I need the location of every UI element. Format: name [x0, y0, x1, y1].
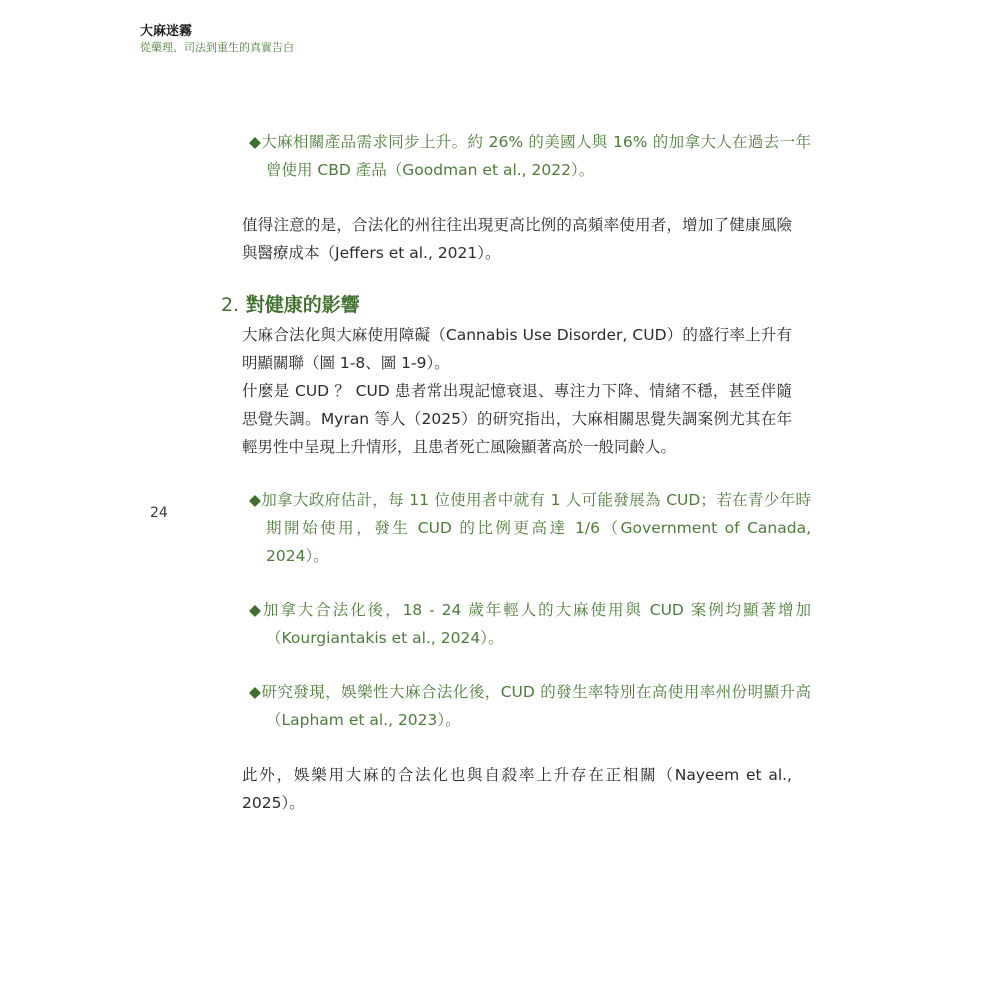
paragraph-what-is-cud: 什麼是 CUD ？ CUD 患者常出現記憶衰退、專注力下降、情緒不穩，甚至伴隨思覺失調。Myran 等人（2025）的研究指出，大麻相關思覺失調案例尤其在年輕男性中呈現上升情形，且患者死亡風險顯著高於一般同齡人。: [242, 382, 792, 456]
paragraph-high-frequency-users: 值得注意的是，合法化的州往往出現更高比例的高頻率使用者，增加了健康風險與醫療成本（Jeffers et al., 2021）。: [242, 216, 792, 262]
diamond-bullet-icon: ◆: [249, 133, 262, 151]
section-heading: [221, 291, 360, 319]
diamond-bullet-icon: ◆: [249, 601, 263, 619]
bullet-item-cbd-demand: [249, 128, 811, 184]
section-number: 2.: [221, 294, 240, 316]
bullet-item-canada-young-adults: [249, 596, 811, 652]
diamond-bullet-icon: ◆: [249, 491, 262, 509]
bullet-text: 研究發現，娛樂性大麻合法化後，CUD 的發生率特別在高使用率州份明顯升高（Lapham et al., 2023）。: [261, 683, 811, 729]
bullet-item-recreational-legalization: [249, 678, 811, 734]
bullet-text: 大麻相關產品需求同步上升。約 26% 的美國人與 16% 的加拿大人在過去一年曾使用 CBD 產品（Goodman et al., 2022）。: [261, 133, 812, 179]
section-title: 對健康的影響: [245, 294, 360, 316]
diamond-bullet-icon: ◆: [249, 683, 262, 701]
page-number: 24: [150, 505, 168, 521]
book-subtitle: 從藥理、司法到重生的真實告白: [140, 41, 294, 54]
paragraph-cud-prevalence: 大麻合法化與大麻使用障礙（Cannabis Use Disorder, CUD）的盛行率上升有明顯關聯（圖 1-8、圖 1-9）。: [242, 326, 792, 372]
paragraph-suicide-correlation: 此外，娛樂用大麻的合法化也與自殺率上升存在正相關（Nayeem et al., 2025）。: [242, 766, 792, 812]
bullet-text: 加拿大合法化後，18 - 24 歲年輕人的大麻使用與 CUD 案例均顯著增加（Kourgiantakis et al., 2024）。: [262, 601, 812, 647]
bullet-item-canada-estimate: [249, 486, 811, 570]
bullet-text: 加拿大政府估計，每 11 位使用者中就有 1 人可能發展為 CUD；若在青少年時期開始使用，發生 CUD 的比例更高達 1/6（Government of Canada, 2024）。: [261, 491, 811, 565]
book-title: 大麻迷霧: [140, 24, 193, 39]
